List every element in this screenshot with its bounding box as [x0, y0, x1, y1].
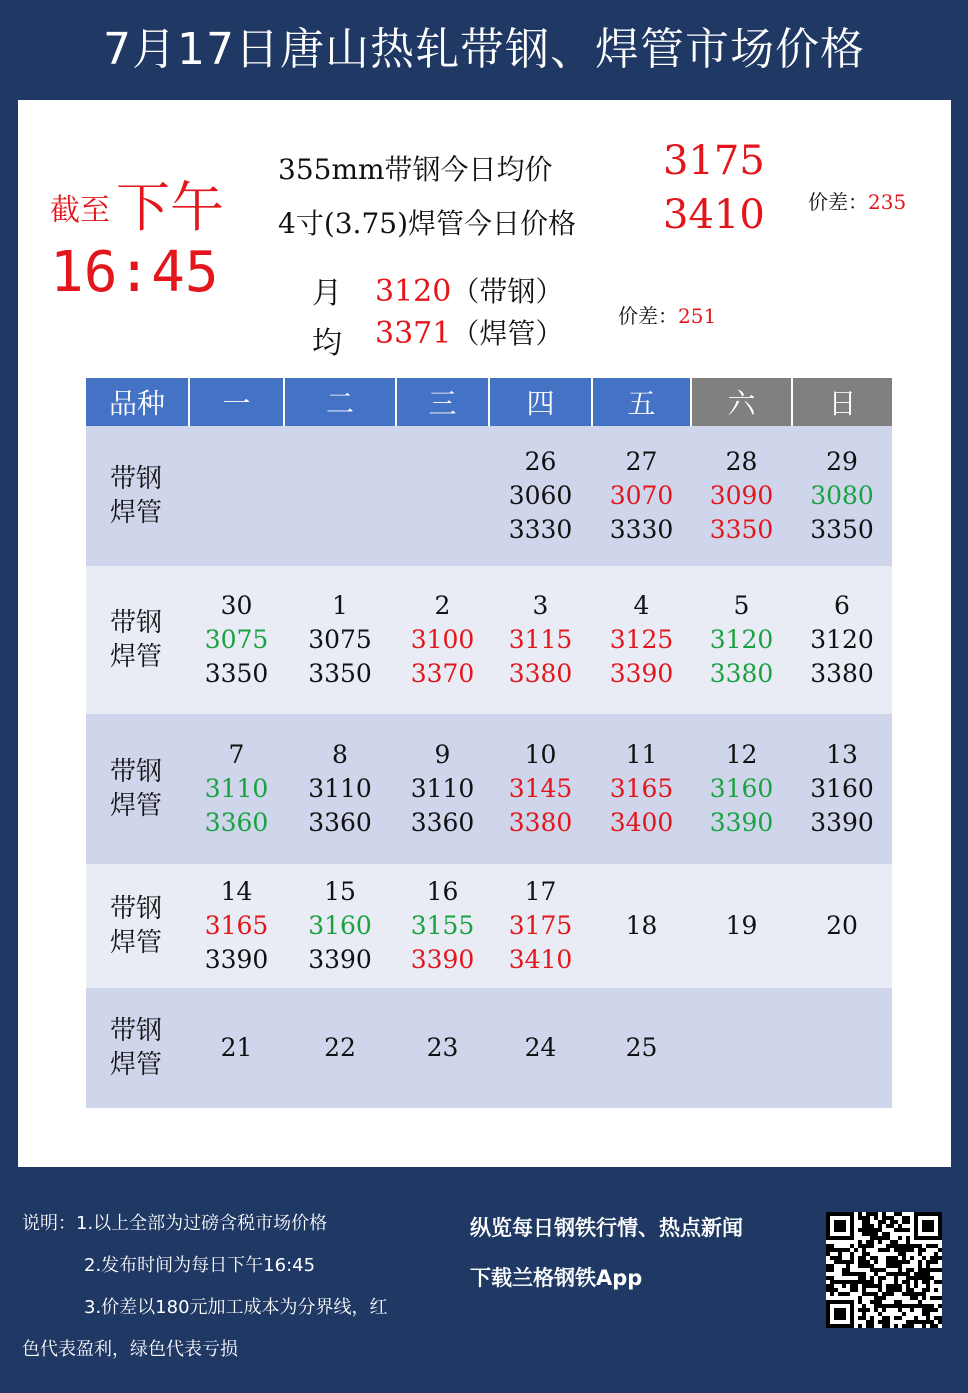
week-row — [86, 426, 892, 566]
day-cell — [189, 426, 284, 566]
kind-cell — [86, 714, 189, 864]
strip-price: 3110 — [308, 774, 372, 803]
header-tue: 二 — [284, 378, 396, 426]
kind-pipe: 焊管 — [110, 642, 163, 672]
kind-cell — [86, 566, 189, 714]
day-cell — [284, 988, 396, 1108]
strip-price: 3090 — [709, 481, 774, 510]
pipe-price: 3390 — [709, 808, 774, 837]
day-cell — [284, 714, 396, 864]
kind-strip: 带钢 — [110, 464, 163, 494]
pipe-today-label: 4寸(3.75)焊管今日价格 — [278, 207, 577, 240]
strip-price: 3100 — [410, 625, 475, 654]
note-line-3: 3.价差以180元加工成本为分界线，红 — [84, 1297, 388, 1318]
week-row — [86, 988, 892, 1108]
pipe-today-price: 3410 — [663, 192, 765, 238]
day-cell — [284, 426, 396, 566]
pipe-price: 3330 — [609, 515, 674, 544]
pipe-price: 3410 — [508, 945, 573, 974]
strip-price: 3165 — [204, 911, 269, 940]
kind-pipe: 焊管 — [110, 928, 163, 958]
strip-price: 3155 — [410, 911, 475, 940]
today-diff-label: 价差： — [808, 190, 868, 214]
pipe-price: 3360 — [410, 808, 475, 837]
day-cell — [396, 714, 489, 864]
day-number: 30 — [220, 591, 253, 620]
day-number: 26 — [524, 447, 557, 476]
day-number: 29 — [826, 447, 858, 476]
strip-price: 3075 — [204, 625, 269, 654]
strip-price: 3160 — [308, 911, 372, 940]
header-sat: 六 — [691, 378, 792, 426]
day-cell — [792, 988, 892, 1108]
day-cell — [489, 426, 592, 566]
month-diff-label: 价差： — [618, 304, 678, 328]
header-fri: 五 — [592, 378, 691, 426]
day-cell — [396, 566, 489, 714]
day-number: 12 — [725, 740, 758, 769]
today-diff-value: 235 — [868, 190, 907, 214]
promo-line-1: 纵览每日钢铁行情、热点新闻 — [470, 1216, 743, 1240]
kind-pipe: 焊管 — [110, 1050, 163, 1080]
day-number: 9 — [434, 740, 451, 769]
day-cell — [396, 988, 489, 1108]
strip-price: 3120 — [810, 625, 874, 654]
strip-price: 3120 — [709, 625, 774, 654]
kind-pipe: 焊管 — [110, 498, 163, 528]
day-number: 2 — [434, 591, 451, 620]
day-number: 21 — [220, 1033, 253, 1062]
day-cell — [592, 864, 691, 988]
strip-price: 3060 — [508, 481, 573, 510]
month-diff-value: 251 — [678, 304, 717, 328]
day-number — [189, 479, 284, 513]
day-cell — [396, 426, 489, 566]
pipe-price: 3350 — [709, 515, 774, 544]
day-number: 10 — [524, 740, 557, 769]
day-cell — [189, 714, 284, 864]
pipe-price: 3360 — [308, 808, 372, 837]
page-title: 7月17日唐山热轧带钢、焊管市场价格 — [103, 24, 865, 75]
kind-pipe: 焊管 — [110, 791, 163, 821]
app-promo — [470, 1203, 743, 1303]
pipe-price: 3330 — [508, 515, 573, 544]
month-char-2: 均 — [312, 326, 342, 361]
day-number: 17 — [524, 877, 557, 906]
pipe-price: 3380 — [709, 659, 774, 688]
note-line-4: 色代表盈利，绿色代表亏损 — [22, 1339, 238, 1360]
day-cell — [592, 988, 691, 1108]
pipe-price: 3380 — [810, 659, 874, 688]
day-cell — [592, 566, 691, 714]
month-char-1: 月 — [312, 276, 342, 311]
day-cell — [489, 988, 592, 1108]
price-calendar — [86, 378, 892, 1108]
strip-today-price: 3175 — [663, 138, 765, 184]
kind-cell — [86, 864, 189, 988]
strip-price: 3125 — [609, 625, 674, 654]
day-number: 15 — [324, 877, 356, 906]
month-strip-value: 3120 — [375, 274, 452, 309]
day-cell — [284, 864, 396, 988]
header-mon: 一 — [189, 378, 284, 426]
week-row — [86, 714, 892, 864]
pipe-price: 3380 — [508, 659, 573, 688]
day-cell — [396, 864, 489, 988]
cutoff-label: 截至 — [50, 193, 110, 228]
pipe-price: 3390 — [308, 945, 372, 974]
note-line-1: 说明：1.以上全部为过磅含税市场价格 — [22, 1213, 328, 1234]
day-cell — [691, 714, 792, 864]
day-cell — [489, 566, 592, 714]
strip-price: 3070 — [609, 481, 674, 510]
notes — [22, 1203, 452, 1371]
strip-price: 3160 — [810, 774, 874, 803]
day-number: 5 — [733, 591, 750, 620]
day-cell — [489, 714, 592, 864]
pipe-price: 3350 — [204, 659, 269, 688]
day-cell — [691, 864, 792, 988]
day-cell — [592, 714, 691, 864]
week-row — [86, 864, 892, 988]
month-pipe-row — [375, 312, 563, 352]
day-cell — [792, 426, 892, 566]
pipe-price: 3380 — [508, 808, 573, 837]
pipe-price: 3360 — [204, 808, 269, 837]
day-cell — [489, 864, 592, 988]
pipe-price: 3370 — [410, 659, 475, 688]
kind-strip: 带钢 — [110, 1016, 163, 1046]
day-number: 27 — [625, 447, 658, 476]
header-kind: 品种 — [86, 378, 189, 426]
day-number: 25 — [625, 1033, 658, 1062]
week-row — [86, 566, 892, 714]
day-number — [396, 479, 489, 513]
day-number: 19 — [725, 911, 758, 940]
day-number: 20 — [826, 911, 858, 940]
kind-strip: 带钢 — [110, 608, 163, 638]
day-number: 6 — [834, 591, 850, 620]
cutoff-time: 16:45 — [50, 240, 219, 305]
day-number: 16 — [426, 877, 459, 906]
month-pipe-tag: （焊管） — [451, 317, 564, 350]
day-number: 7 — [228, 740, 245, 769]
pipe-price: 3400 — [609, 808, 674, 837]
promo-line-2[interactable]: 下载兰格钢铁App — [470, 1266, 643, 1290]
header-wed: 三 — [396, 378, 489, 426]
strip-price: 3080 — [810, 481, 874, 510]
strip-today-label: 355mm带钢今日均价 — [278, 153, 553, 186]
day-cell — [792, 566, 892, 714]
kind-cell — [86, 426, 189, 566]
today-diff — [808, 186, 906, 215]
day-number — [284, 479, 396, 513]
strip-price: 3175 — [508, 911, 573, 940]
month-pipe-value: 3371 — [375, 316, 452, 351]
month-strip-tag: （带钢） — [451, 275, 564, 308]
day-number: 28 — [725, 447, 758, 476]
strip-price: 3110 — [410, 774, 475, 803]
day-number: 1 — [332, 591, 348, 620]
day-number: 24 — [524, 1033, 557, 1062]
day-number — [691, 1031, 792, 1065]
day-number: 22 — [324, 1033, 356, 1062]
day-cell — [284, 566, 396, 714]
pipe-price: 3350 — [810, 515, 874, 544]
pipe-price: 3390 — [810, 808, 874, 837]
header-sun: 日 — [792, 378, 892, 426]
pipe-price: 3390 — [609, 659, 674, 688]
strip-price: 3165 — [609, 774, 674, 803]
day-cell — [691, 426, 792, 566]
day-cell — [691, 566, 792, 714]
strip-price: 3075 — [308, 625, 372, 654]
pipe-price: 3390 — [410, 945, 475, 974]
note-line-2: 2.发布时间为每日下午16:45 — [84, 1255, 316, 1276]
qr-code-icon[interactable] — [826, 1212, 942, 1328]
day-number: 14 — [220, 877, 253, 906]
day-number: 4 — [633, 591, 650, 620]
day-cell — [189, 864, 284, 988]
day-cell — [189, 988, 284, 1108]
month-diff — [618, 300, 716, 329]
pipe-price: 3390 — [204, 945, 269, 974]
strip-price: 3160 — [709, 774, 774, 803]
day-number: 11 — [625, 740, 658, 769]
kind-strip: 带钢 — [110, 757, 163, 787]
day-number: 13 — [826, 740, 858, 769]
day-number: 8 — [332, 740, 348, 769]
header-thu: 四 — [489, 378, 592, 426]
strip-price: 3115 — [508, 625, 573, 654]
day-cell — [189, 566, 284, 714]
day-number: 3 — [532, 591, 549, 620]
cutoff-period: 下午 — [116, 176, 224, 239]
day-cell — [792, 864, 892, 988]
day-cell — [592, 426, 691, 566]
kind-cell — [86, 988, 189, 1108]
kind-strip: 带钢 — [110, 894, 163, 924]
day-number: 18 — [625, 911, 658, 940]
strip-price: 3110 — [204, 774, 269, 803]
day-number: 23 — [426, 1033, 459, 1062]
strip-price: 3145 — [508, 774, 573, 803]
day-number — [792, 1031, 892, 1065]
price-card — [18, 100, 951, 1167]
month-strip-row — [375, 270, 563, 310]
pipe-price: 3350 — [308, 659, 372, 688]
calendar-header — [86, 378, 892, 426]
day-cell — [792, 714, 892, 864]
day-cell — [691, 988, 792, 1108]
